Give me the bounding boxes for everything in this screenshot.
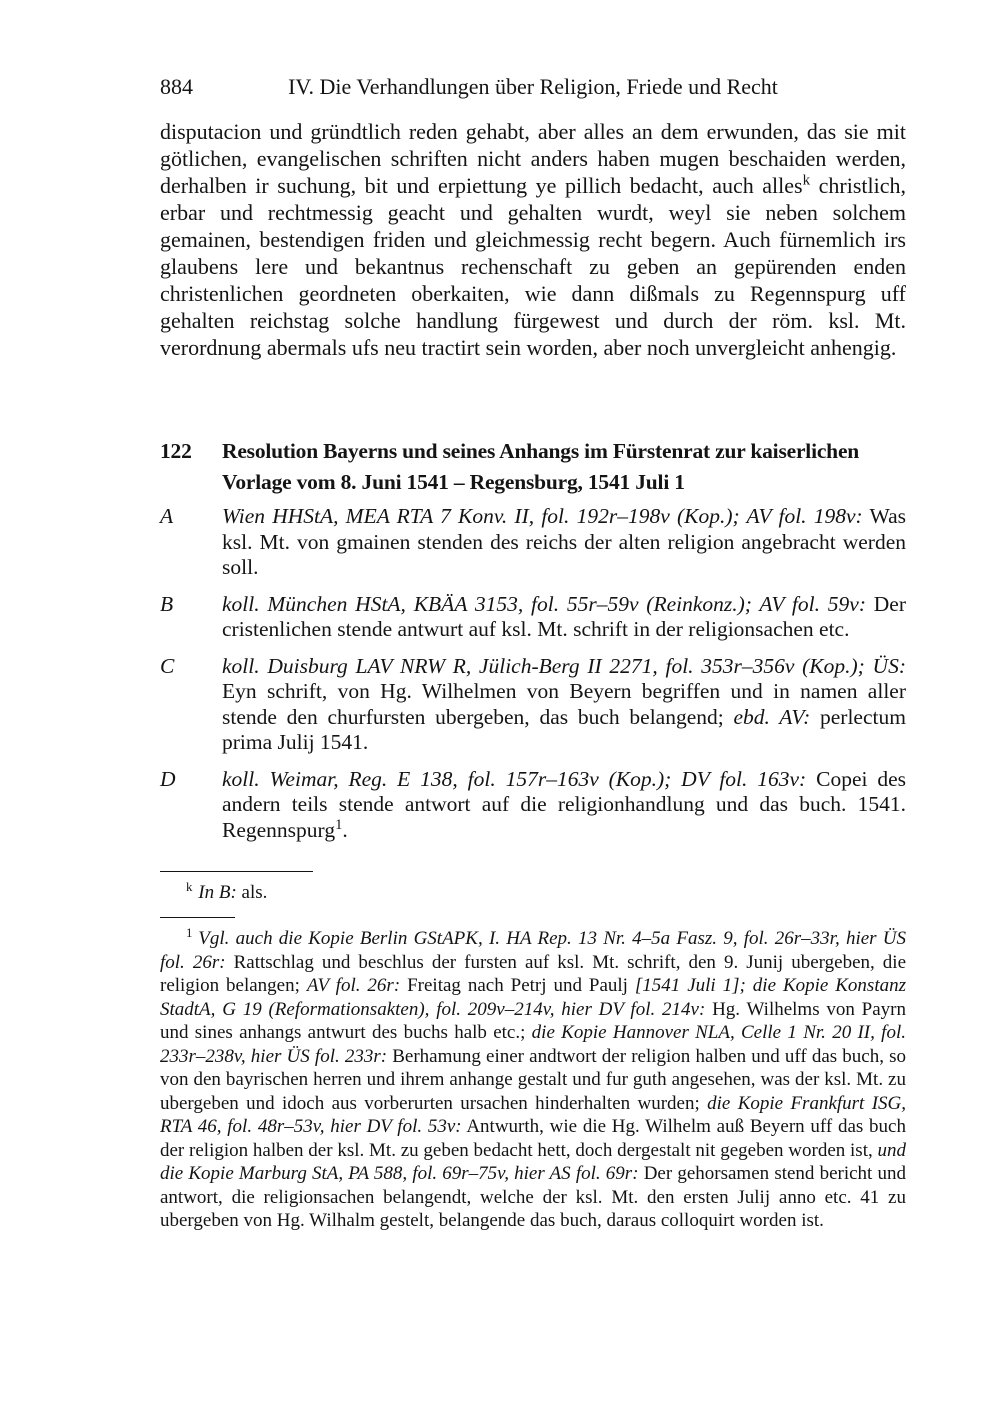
source-entry-b — [160, 592, 906, 643]
apparatus-note-text: In B: als. — [198, 882, 268, 903]
document-heading — [160, 436, 906, 498]
source-entry-label: C — [160, 653, 175, 678]
source-entry-a — [160, 504, 906, 581]
footnote-1-mark: 1 — [186, 924, 193, 940]
apparatus-note — [160, 878, 906, 905]
apparatus-note-mark: k — [186, 878, 193, 894]
footnote-1-text: Vgl. auch die Kopie Berlin GStAPK, I. HA Rep. 13 Nr. 4–5a Fasz. 9, fol. 26r–33r, hier ÜS fol. 26r: Rattschlag und beschlus der fursten auf ksl. Mt. schrift, den 9. Junij ubergeben, die religion belangen; AV fol. 26r: Freitag nach Petrj und Paulj [1541 Juli 1]; die Kopie Konstanz StadtA, G 19 (Reformationsakten), fol. 209v–214v, hier DV fol. 214v: Hg. Wilhelms von Payrn und sines anhangs antwurt des buchs halb etc.; die Kopie Hannover NLA, Celle 1 Nr. 20 II, fol. 233r–238v, hier ÜS fol. 233r: Berhamung einer andtwort der religion halben und uff das buch, so von den bayrischen herren und ihrem anhange gestalt und fur guth angesehen, was der ksl. Mt. zu ubergeben und idoch aus vorberurten ursachen hinderhalten wurden; die Kopie Frankfurt ISG, RTA 46, fol. 48r–53v, hier DV fol. 53v: Antwurth, wie die Hg. Wilhelm auß Beyern uff das buch der religion halben der ksl. Mt. zu geben bedacht hett, doch dergestalt nit gegeben worden ist, und die Kopie Marburg StA, PA 588, fol. 69r–75v, hier AS fol. 69r: Der gehorsamen stend bericht und antwort, die religionsachen belangendt, welche der ksl. Mt. den ersten Julij anno etc. 41 zu ubergeben von Hg. Wilhalm gestelt, belangende das buch, daraus colloquirt worden ist. — [160, 928, 907, 1231]
apparatus-separator-rule — [160, 871, 313, 872]
source-entry-label: D — [160, 766, 176, 791]
footnote-separator-rule — [160, 917, 235, 918]
source-entry-text: koll. Weimar, Reg. E 138, fol. 157r–163v (Kop.); DV fol. 163v: Copei des andern teils stende antwort auf die religionhandlung und das buch. 1541. Regennspurg$^1$. — [222, 766, 906, 842]
page-number: 884 — [160, 74, 193, 99]
body-paragraph: disputacion und gründtlich reden gehabt, aber alles an dem erwunden, das sie mit götlichen, evangelischen schriften nicht anders haben mugen beschaiden werden, derhalben ir suchung, bit und erpiettung ye pillich bedacht, auch alles$^k$ christlich, erbar und rechtmessig geacht und gehalten wurdt, weyl sie neben solchem gemainen, bestendigen friden und gleichmessig recht begern. Auch fürnemlich irs glaubens lere und bekantnus rechenschaft zu geben an gepürenden enden christenlichen geordneten oberkaiten, wie dann dißmals zu Regennspurg uff gehalten reichstag solche handlung fürgewest und durch der röm. ksl. Mt. verordnung abermals ufs neu tractirt sein worden, aber noch unvergleicht anhengig. — [160, 119, 906, 360]
source-entry-label: A — [160, 504, 174, 528]
footnote-block — [160, 917, 906, 1233]
source-entry-text: Wien HHStA, MEA RTA 7 Konv. II, fol. 192r–198v (Kop.); AV fol. 198v: Was ksl. Mt. von gmainen stenden des reichs der alten religion angebracht werden soll. — [222, 504, 906, 579]
source-entry-d — [160, 767, 906, 844]
running-header — [160, 74, 906, 100]
source-entry-text: koll. München HStA, KBÄA 3153, fol. 55r–59v (Reinkonz.); AV fol. 59v: Der cristenlichen stende antwurt auf ksl. Mt. schrift in der religionsachen etc. — [222, 591, 906, 641]
footnote-1 — [160, 924, 907, 1233]
running-header-title: IV. Die Verhandlungen über Religion, Friede und Recht — [288, 74, 778, 99]
source-entry-label: B — [160, 591, 174, 616]
source-entry-c — [160, 654, 906, 756]
document-number: 122 — [160, 439, 192, 463]
source-entry-list — [160, 504, 906, 854]
apparatus-note-block — [160, 871, 906, 905]
document-title: Resolution Bayerns und seines Anhangs im Fürstenrat zur kaiserlichen Vorlage vom 8. Juni 1541 – Regensburg, 1541 Juli 1 — [222, 439, 860, 494]
source-entry-text: koll. Duisburg LAV NRW R, Jülich-Berg II 2271, fol. 353r–356v (Kop.); ÜS: Eyn schrift, von Hg. Wilhelmen von Beyern begriffen und in namen aller stende den churfursten ubergeben, das buch belangend; ebd. AV: perlectum prima Julij 1541. — [222, 653, 906, 754]
